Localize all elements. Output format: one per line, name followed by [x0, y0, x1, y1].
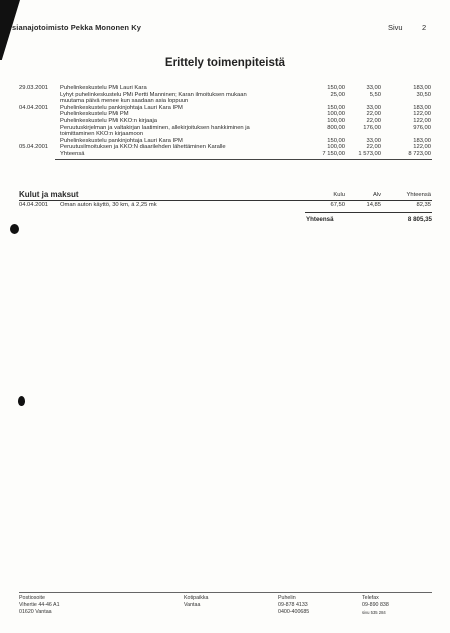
cell-date: 04.04.2001: [19, 202, 49, 208]
cell-vat: 5,50: [369, 91, 381, 98]
cell-total: 122,00: [413, 144, 431, 151]
total-divider: [55, 159, 432, 160]
cell-fee: 7 150,00: [322, 151, 345, 157]
cell-vat: 33,00: [366, 85, 381, 91]
footer-seat: [184, 595, 208, 609]
cell-description: Oman auton käyttö, 30 km, á 2,25 mk: [60, 202, 157, 208]
cell-vat: 22,00: [366, 118, 381, 124]
cell-total: 976,00: [413, 124, 431, 131]
cell-vat: 33,00: [366, 137, 381, 144]
footer-address-line1: Vihertie 44-46 A1: [19, 602, 60, 609]
grand-total-label: Yhteensä: [306, 216, 334, 223]
cell-vat: 22,00: [366, 144, 381, 151]
cell-description: Puhelinkeskustelu PMi PM: [60, 111, 129, 118]
punch-hole-mark: [10, 224, 19, 234]
cell-total: 183,00: [413, 104, 431, 111]
cell-fee: 100,00: [327, 118, 345, 124]
cell-fee: 100,00: [327, 144, 345, 151]
cell-description: toimittaminen KKO:n kirjaamoon: [60, 131, 144, 138]
page-number: 2: [422, 23, 427, 32]
cell-total: 30,50: [416, 91, 431, 98]
cell-fee: 800,00: [327, 124, 345, 131]
footer-fax: [362, 595, 389, 617]
firm-name: sianajotoimisto Pekka Mononen Ky: [12, 23, 142, 32]
footer-divider: [19, 592, 432, 593]
footer-phone: [278, 595, 309, 617]
footer-fax-label: Telefax: [362, 595, 379, 601]
cell-total: 122,00: [413, 111, 431, 118]
footer-phone-line2: 0400-400685: [278, 609, 310, 616]
expenses-divider: [19, 200, 432, 201]
document-title: Erittely toimenpiteistä: [164, 57, 286, 69]
cell-description: Puhelinkeskustelu PMi Lauri Kara: [60, 85, 147, 91]
cell-vat: 14,85: [366, 202, 381, 208]
footer-phone-line1: 09-878 4133: [278, 602, 308, 609]
cell-vat: 1 573,00: [358, 151, 381, 157]
column-header-vat: Alv: [372, 192, 381, 198]
cell-fee: 100,00: [327, 111, 345, 118]
footer-fax-line2: sivu 535 284: [362, 610, 386, 616]
expenses-heading: Kulut ja maksut: [19, 190, 79, 199]
cell-fee: 150,00: [327, 104, 345, 111]
cell-vat: 33,00: [366, 104, 381, 111]
cell-date: 04.04.2001: [19, 104, 49, 111]
cell-description: Yhteensä: [60, 151, 85, 157]
footer-address-line2: 01620 Vantaa: [19, 609, 52, 616]
cell-description: Puhelinkeskustelu PMi KKO:n kirjaaja: [60, 118, 157, 124]
footer-fax-line1: 09-890 838: [362, 602, 389, 609]
cell-description: Lyhyt puhelinkeskustelu PMi Pertti Manninen; Karan ilmoituksen mukaan: [60, 91, 247, 98]
cell-fee: 67,50: [330, 202, 345, 208]
footer-seat-line1: Vantaa: [184, 602, 201, 609]
cell-description: Puhelinkeskustelu pankinjohtaja Lauri Kara IPM: [60, 137, 183, 144]
cell-description: Peruutuskirjelman ja valtakirjan laatiminen, allekirjoituksen hankkiminen ja: [60, 124, 250, 131]
cell-description: Peruutusilmoituksen ja KKO:N diaarilehden lähettäminen Karalle: [60, 144, 226, 151]
cell-fee: 150,00: [327, 137, 345, 144]
cell-total: 122,00: [413, 118, 431, 124]
cell-fee: 25,00: [330, 91, 345, 98]
column-header-cost: Kulu: [333, 192, 345, 198]
footer-seat-label: Kotipaikka: [184, 595, 209, 601]
footer-address: [19, 595, 60, 617]
page-label: Sivu: [388, 23, 403, 32]
grand-total-value: 8 805,35: [407, 216, 432, 223]
cell-description: Puhelinkeskustelu pankinjohtaja Lauri Kara IPM: [60, 104, 183, 111]
cell-fee: 150,00: [327, 85, 345, 91]
cell-total: 183,00: [413, 137, 431, 144]
cell-total: 82,35: [416, 202, 431, 208]
punch-hole-mark: [18, 396, 25, 406]
footer-phone-label: Puhelin: [278, 595, 296, 601]
cell-total: 8 723,00: [408, 151, 431, 157]
cell-date: 05.04.2001: [19, 144, 49, 151]
column-header-total: Yhteensä: [406, 192, 431, 198]
grand-total-divider: [305, 212, 432, 213]
footer-address-label: Postiosoite: [19, 595, 45, 601]
cell-vat: 22,00: [366, 111, 381, 118]
cell-vat: 176,00: [363, 124, 381, 131]
cell-date: 29.03.2001: [19, 85, 49, 91]
cell-total: 183,00: [413, 85, 431, 91]
cell-description: muutama päivä menee kun saadaan asia loppuun: [60, 98, 189, 105]
